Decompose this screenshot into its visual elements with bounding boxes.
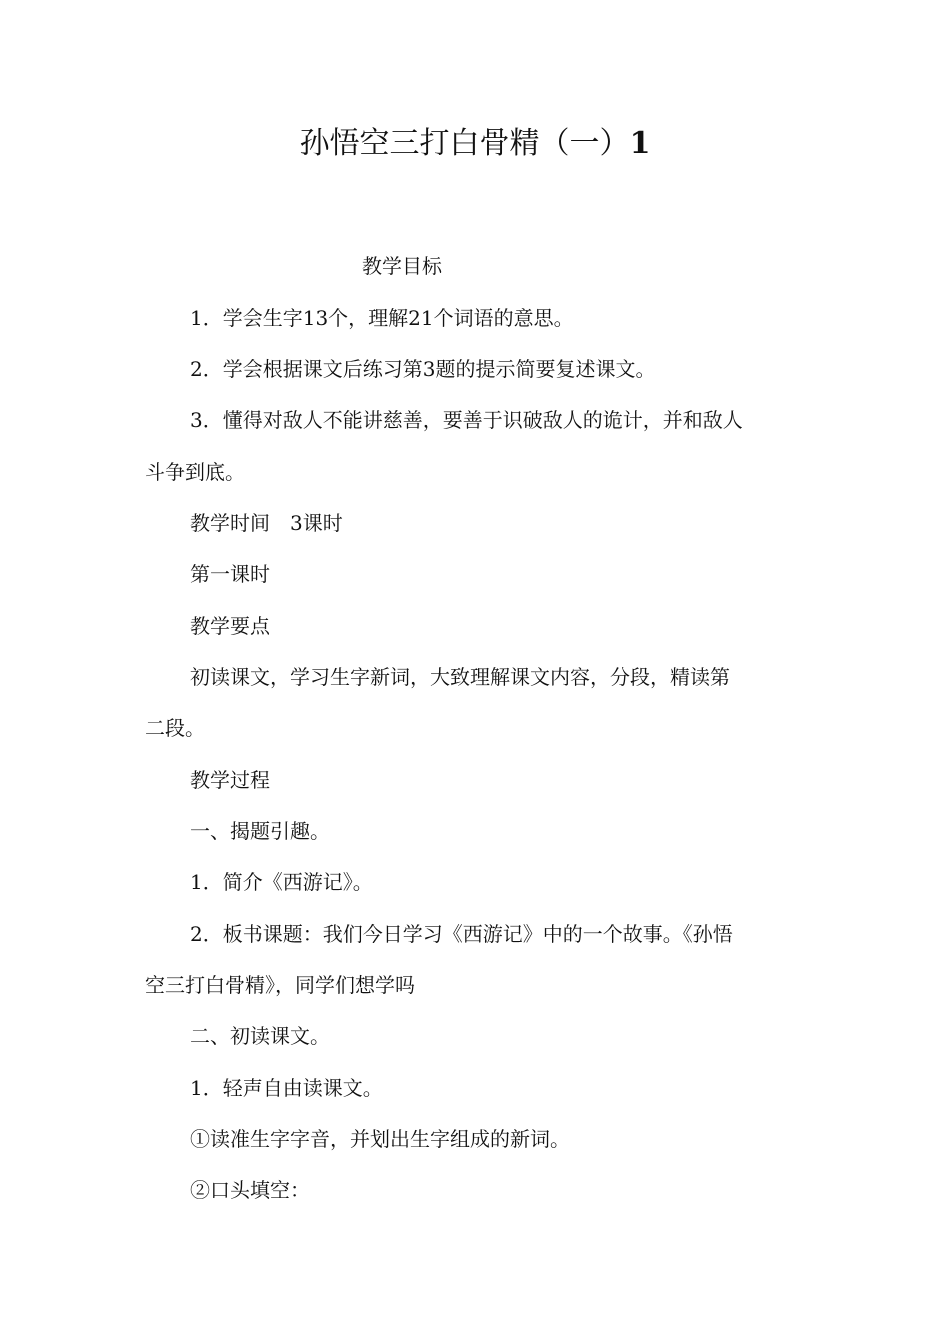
paragraph-line: 1．轻声自由读课文。 — [190, 1076, 383, 1100]
paragraph-line: 空三打白骨精》，同学们想学吗 — [145, 973, 415, 997]
paragraph-line: 教学时间 3课时 — [190, 511, 343, 535]
document-title — [0, 122, 950, 166]
paragraph-line: 1．学会生字13个，理解21个词语的意思。 — [190, 306, 574, 330]
paragraph-line: 3．懂得对敌人不能讲慈善，要善于识破敌人的诡计，并和敌人 — [190, 408, 743, 432]
paragraph-line: 第一课时 — [190, 562, 270, 586]
paragraph-line: 二段。 — [145, 716, 205, 740]
paragraph-line: ②口头填空： — [190, 1178, 310, 1202]
section-heading-teaching-goals: 教学目标 — [362, 254, 442, 278]
title-text: 孙悟空三打白骨精（一） — [299, 126, 630, 161]
paragraph-line: 一、揭题引趣。 — [190, 819, 330, 843]
paragraph-line: 1．简介《西游记》。 — [190, 870, 373, 894]
paragraph-line: 2．学会根据课文后练习第3题的提示简要复述课文。 — [190, 357, 656, 381]
paragraph-line: ①读准生字字音，并划出生字组成的新词。 — [190, 1127, 570, 1151]
paragraph-line: 初读课文，学习生字新词，大致理解课文内容，分段，精读第 — [190, 665, 730, 689]
paragraph-line: 教学过程 — [190, 768, 270, 792]
paragraph-line: 教学要点 — [190, 614, 270, 638]
paragraph-line: 二、初读课文。 — [190, 1024, 330, 1048]
paragraph-line: 2．板书课题：我们今日学习《西游记》中的一个故事。《孙悟 — [190, 922, 733, 946]
paragraph-line: 斗争到底。 — [145, 460, 245, 484]
title-number: 1 — [629, 126, 651, 161]
